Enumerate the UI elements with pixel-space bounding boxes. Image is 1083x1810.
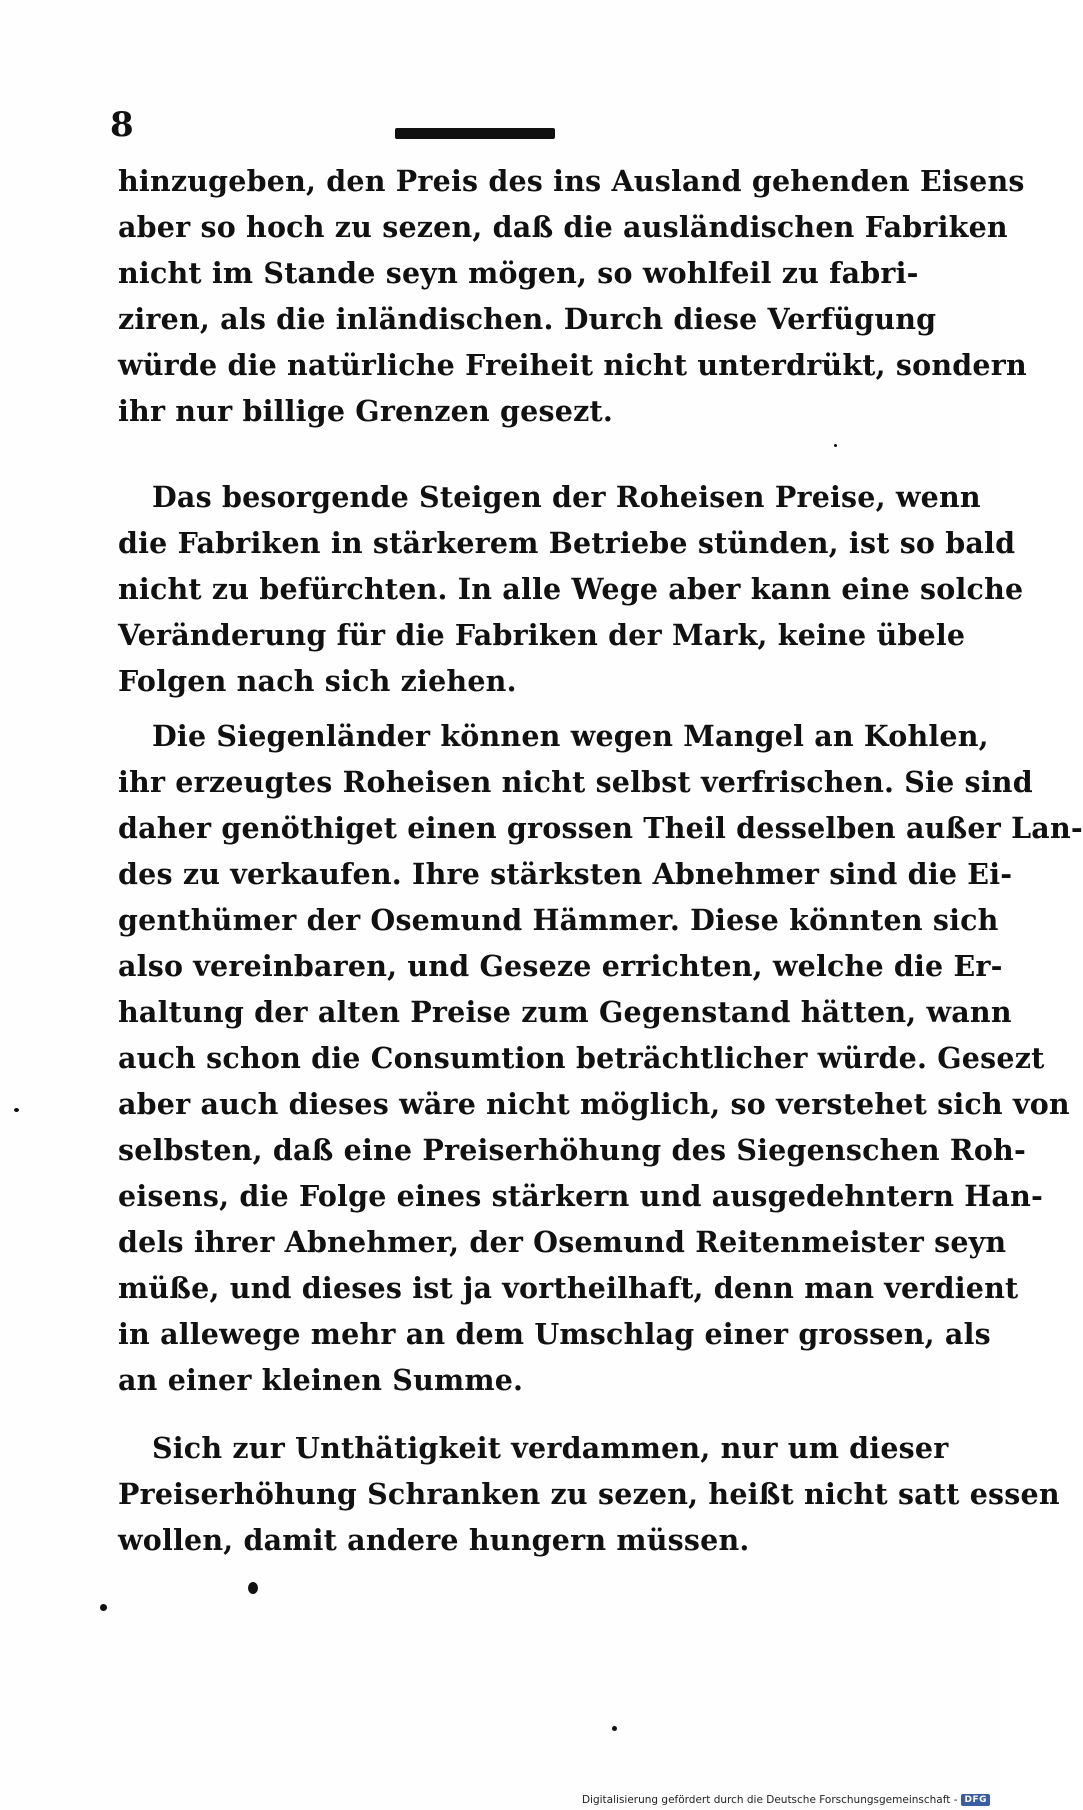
ink-speck [612,1726,617,1731]
ink-speck [834,444,837,447]
text-line: müße, und dieses ist ja vortheilhaft, denn man verdient [118,1271,1019,1305]
text-line: ihr nur billige Grenzen gesezt. [118,394,613,428]
text-line: genthümer der Osemund Hämmer. Diese könnten sich [118,903,999,937]
text-line: aber so hoch zu sezen, daß die ausländischen Fabriken [118,210,1008,244]
text-line: daher genöthiget einen grossen Theil desselben außer Lan- [118,811,1083,845]
text-line: dels ihrer Abnehmer, der Osemund Reitenmeister seyn [118,1225,1007,1259]
text-line: Sich zur Unthätigkeit verdammen, nur um dieser [152,1431,949,1465]
paragraph-3 [118,713,1083,1403]
text-line: ziren, als die inländischen. Durch diese Verfügung [118,302,937,336]
paragraph-4 [118,1425,1060,1563]
text-line: Die Siegenländer können wegen Mangel an Kohlen, [152,719,989,753]
ink-speck [248,1582,258,1594]
text-line: Folgen nach sich ziehen. [118,664,517,698]
text-line: die Fabriken in stärkerem Betriebe stünden, ist so bald [118,526,1016,560]
dfg-logo: DFG [961,1794,990,1806]
text-line: Das besorgende Steigen der Roheisen Preise, wenn [152,480,981,514]
text-line: an einer kleinen Summe. [118,1363,524,1397]
text-line: des zu verkaufen. Ihre stärksten Abnehmer sind die Ei- [118,857,1013,891]
text-line: in allewege mehr an dem Umschlag einer grossen, als [118,1317,991,1351]
credit-text: Digitalisierung gefördert durch die Deutsche Forschungsgemeinschaft - [581,1794,958,1806]
text-line: hinzugeben, den Preis des ins Ausland gehenden Eisens [118,164,1025,198]
text-line: also vereinbaren, und Geseze errichten, welche die Er- [118,949,1003,983]
text-line: nicht im Stande seyn mögen, so wohlfeil zu fabri- [118,256,919,290]
text-line: wollen, damit andere hungern müssen. [118,1523,750,1557]
text-line: eisens, die Folge eines stärkern und ausgedehntern Han- [118,1179,1044,1213]
text-line: aber auch dieses wäre nicht möglich, so verstehet sich von [118,1087,1070,1121]
text-line: auch schon die Consumtion beträchtlicher würde. Gesezt [118,1041,1045,1075]
text-line: nicht zu befürchten. In alle Wege aber kann eine solche [118,572,1024,606]
text-line: Veränderung für die Fabriken der Mark, keine übele [118,618,966,652]
text-line: würde die natürliche Freiheit nicht unterdrükt, sondern [118,348,1027,382]
ink-speck [14,1108,19,1112]
paragraph-2 [118,474,1024,704]
text-line: selbsten, daß eine Preiserhöhung des Siegenschen Roh- [118,1133,1026,1167]
paragraph-1 [118,158,1027,434]
header-rule [395,128,555,139]
ink-speck [100,1604,107,1611]
text-line: Preiserhöhung Schranken zu sezen, heißt nicht satt essen [118,1477,1060,1511]
text-line: haltung der alten Preise zum Gegenstand hätten, wann [118,995,1012,1029]
digitization-credit [582,1794,990,1806]
text-line: ihr erzeugtes Roheisen nicht selbst verfrischen. Sie sind [118,765,1033,799]
page-number: 8 [110,105,134,145]
